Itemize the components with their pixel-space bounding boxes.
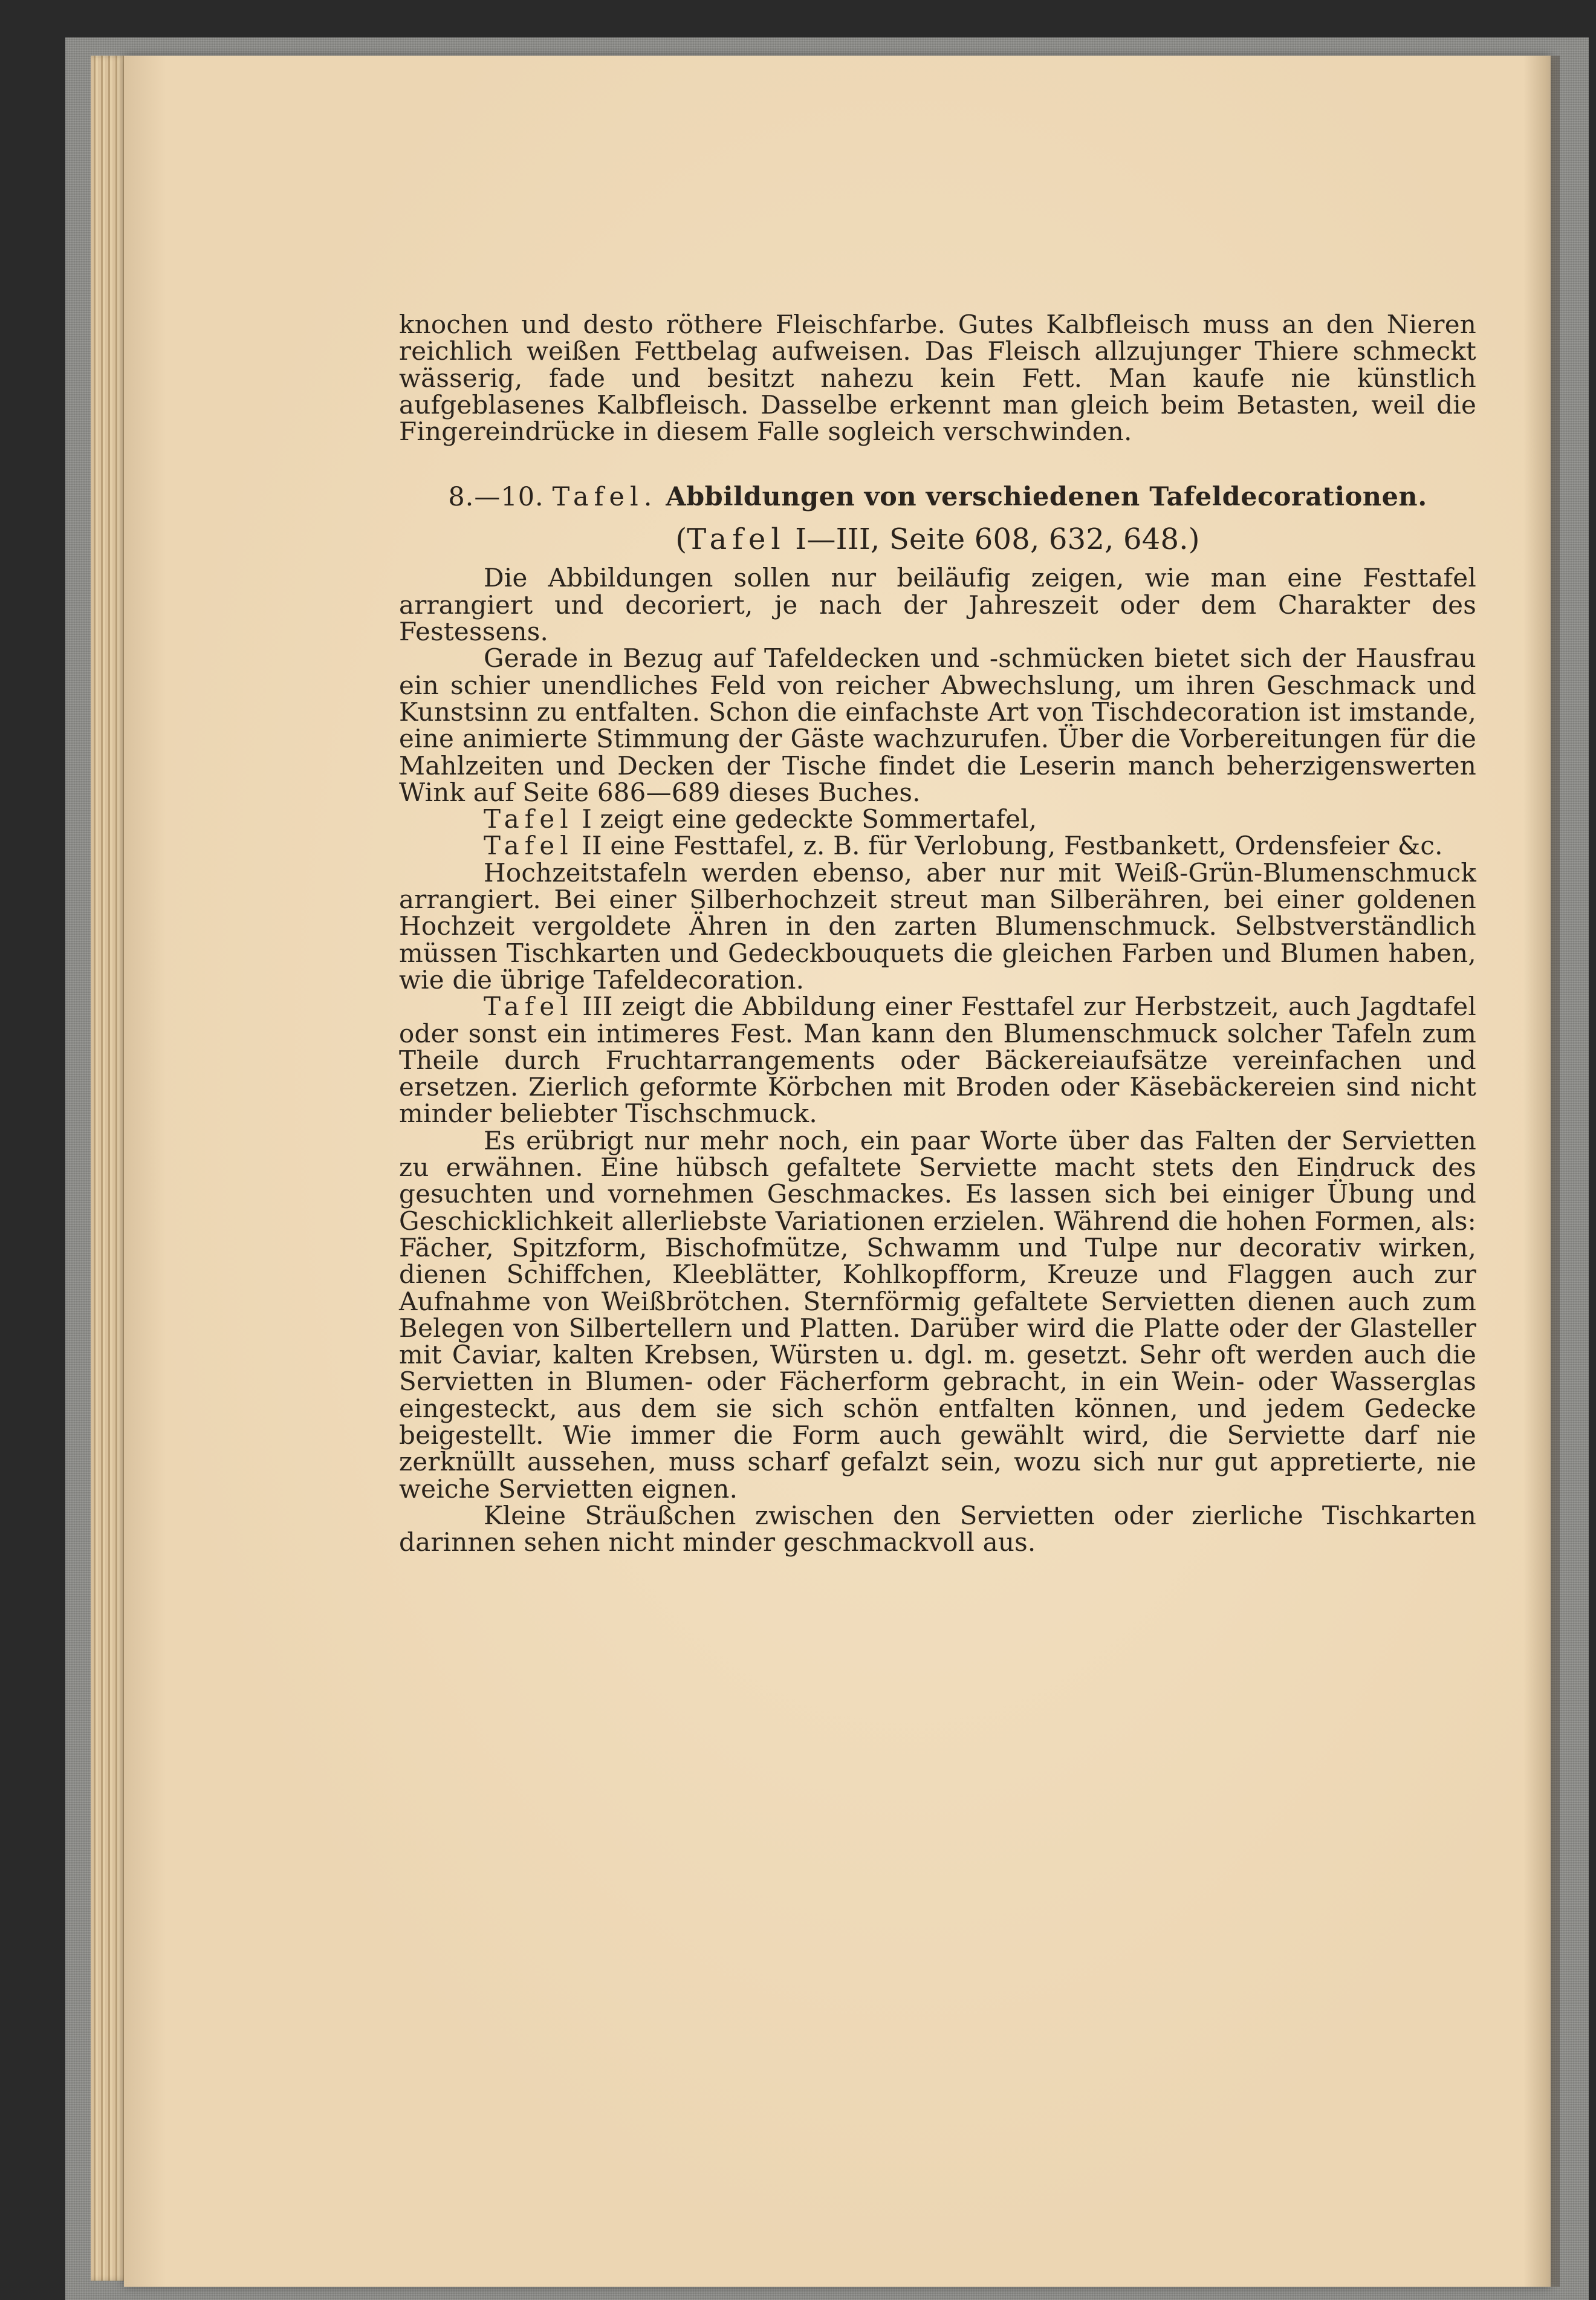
plate-3-tafel-word: Tafel	[484, 992, 574, 1022]
paragraph-plate-2	[399, 833, 1476, 859]
section-tafel-word: Tafel.	[552, 482, 658, 513]
page-gutter-shadow	[1523, 56, 1560, 2287]
subheading-plate-references: I—III, Seite 608, 632, 648.)	[795, 522, 1200, 557]
section-subheading	[399, 521, 1476, 557]
paragraph-small-bouquets: Kleine Sträußchen zwischen den Servietten oder zierliche Tischkarten darinnen sehen nicht minder geschmackvoll aus.	[399, 1500, 1476, 1558]
section-heading	[399, 481, 1476, 513]
plate-2-tafel-word: Tafel	[484, 831, 574, 861]
plate-2-text: II eine Festtafel, z. B. für Verlobung, Festbankett, Ordensfeier &c.	[582, 831, 1443, 861]
paragraph-intro: Die Abbildungen sollen nur beiläufig zeigen, wie man eine Festtafel arrangiert und decoriert, je nach der Jahreszeit oder dem Charakter des Festessens.	[399, 563, 1476, 647]
opening-paragraph: knochen und desto röthere Fleischfarbe. Gutes Kalbfleisch muss an den Nieren reichlich weißen Fettbelag aufweisen. Das Fleisch allzujunger Thiere schmeckt wässerig, fade und besitzt nahezu kein Fett. Man kaufe nie künstlich aufgeblasenes Kalbfleisch. Dasselbe erkennt man gleich beim Betasten, weil die Fingereindrücke in diesem Falle sogleich verschwinden.	[399, 310, 1476, 447]
paragraph-table-decoration: Gerade in Bezug auf Tafeldecken und -schmücken bietet sich der Hausfrau ein schier unendliches Feld von reicher Abwechslung, um ihren Geschmack und Kunstsinn zu entfalten. Schon die einfachste Art von Tischdecoration ist imstande, eine animierte Stimmung der Gäste wachzurufen. Über die Vorbereitungen für die Mahlzeiten und Decken der Tische findet die Leserin manch beherzigenswerten Wink auf Seite 686—689 dieses Buches.	[399, 643, 1476, 807]
page-text-block	[399, 311, 1476, 1556]
paragraph-plate-3	[399, 993, 1476, 1127]
section-number: 8.—10.	[448, 482, 544, 513]
subheading-open-paren: (	[675, 522, 687, 557]
section-title: Abbildungen von verschiedenen Tafeldecorationen.	[666, 482, 1427, 513]
subheading-tafel-word: Tafel	[687, 522, 786, 557]
plate-1-tafel-word: Tafel	[484, 804, 574, 834]
paragraph-plate-1	[399, 806, 1476, 833]
paragraph-napkin-folding: Es erübrigt nur mehr noch, ein paar Worte über das Falten der Servietten zu erwähnen. Eine hübsch gefaltete Serviette macht stets den Eindruck des gesuchten und vornehmen Geschmackes. Es lassen sich bei einiger Übung und Geschicklichkeit allerliebste Variationen erzielen. Während die hohen Formen, als: Fächer, Spitzform, Bischofmütze, Schwamm und Tulpe nur decorativ wirken, dienen Schiffchen, Kleeblätter, Kohlkopfform, Kreuze und Flaggen auch zur Aufnahme von Weißbrötchen. Sternförmig gefaltete Servietten dienen auch zum Belegen von Silbertellern und Platten. Darüber wird die Platte oder der Glasteller mit Caviar, kalten Krebsen, Würsten u. dgl. m. gesetzt. Sehr oft werden auch die Servietten in Blumen- oder Fächerform gebracht, in ein Wein- oder Wasserglas eingesteckt, aus dem sie sich schön entfalten können, und jedem Gedecke beigestellt. Wie immer die Form auch gewählt wird, die Serviette darf nie zerknüllt aussehen, muss scharf gefalzt sein, wozu sich nur gut appretierte, nie weiche Servietten eignen.	[399, 1125, 1476, 1504]
plate-3-text: III zeigt die Abbildung einer Festtafel zur Herbstzeit, auch Jagdtafel oder sonst ein intimeres Fest. Man kann den Blumenschmuck solcher Tafeln zum Theile durch Fruchtarrangements oder Bäckereiaufsätze vereinfachen und ersetzen. Zierlich geformte Körbchen mit Broden oder Käsebäckereien sind nicht minder beliebter Tischschmuck.	[399, 992, 1476, 1129]
plate-1-text: I zeigt eine gedeckte Sommertafel,	[582, 804, 1037, 834]
paragraph-wedding-tables: Hochzeitstafeln werden ebenso, aber nur mit Weiß-Grün-Blumenschmuck arrangiert. Bei einer Silberhochzeit streut man Silberähren, bei einer goldenen Hochzeit vergoldete Ähren in den zarten Blumenschmuck. Selbstverständlich müssen Tischkarten und Gedeckbouquets die gleichen Farben und Blumen haben, wie die übrige Tafeldecoration.	[399, 857, 1476, 995]
